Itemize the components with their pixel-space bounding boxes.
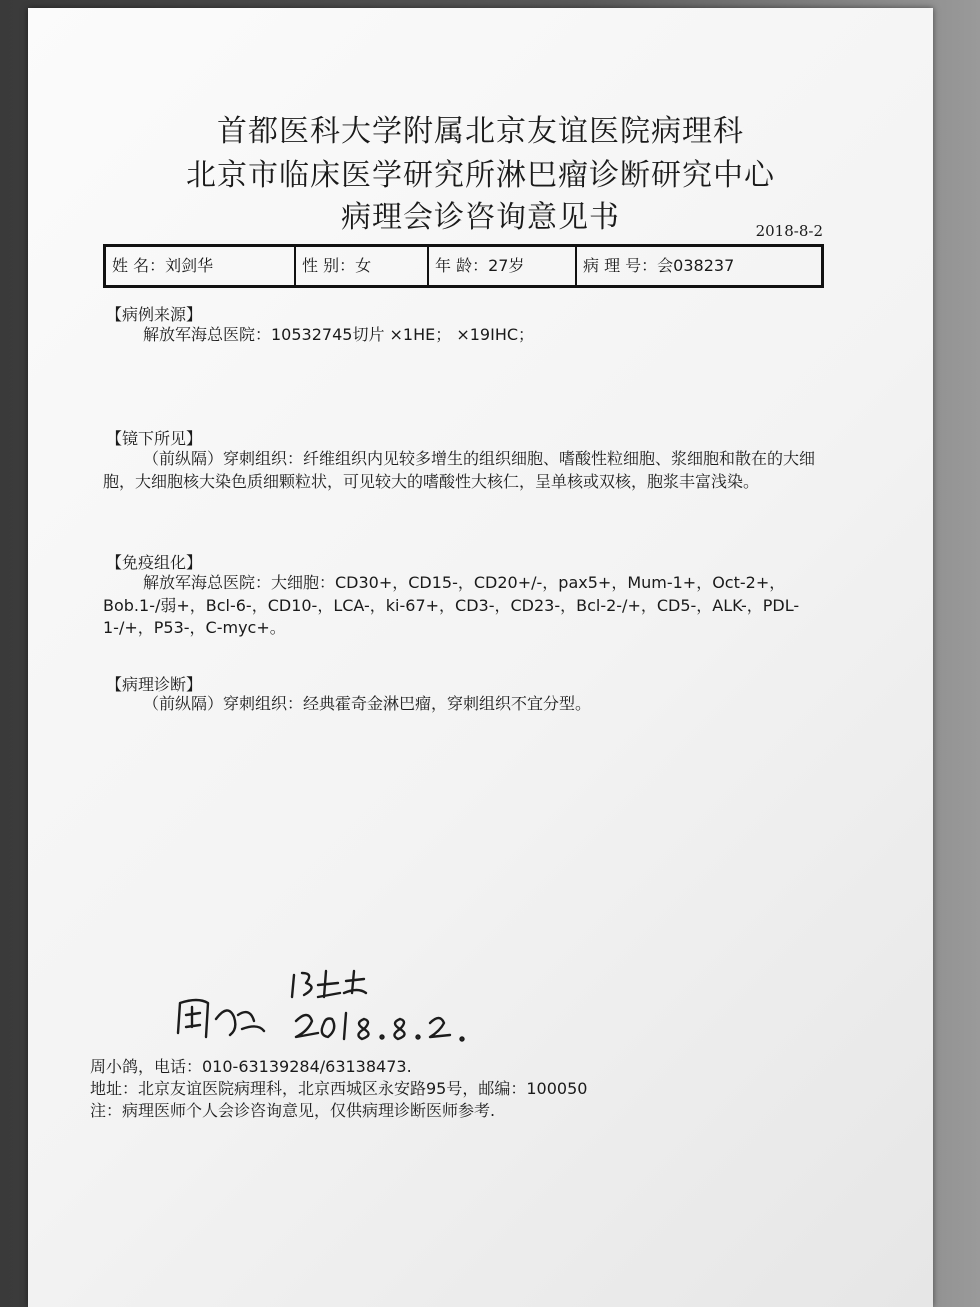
title-line-2: 北京市临床医学研究所淋巴瘤诊断研究中心 (186, 158, 775, 193)
pathology-number: 病 理 号：会038237 (583, 256, 735, 275)
title-line-1: 首都医科大学附属北京友谊医院病理科 (217, 114, 744, 149)
section-body-diagnosis: （前纵隔）穿刺组织：经典霍奇金淋巴瘤，穿刺组织不宜分型。 (143, 694, 592, 713)
section-body-source: 解放军海总医院：10532745切片 ×1HE； ×19IHC； (143, 325, 535, 344)
title-line-3: 病理会诊咨询意见书 (341, 200, 620, 235)
footer-address: 地址：北京友谊医院病理科，北京西城区永安路95号，邮编：100050 (90, 1079, 588, 1098)
section-body-microscopy: （前纵隔）穿刺组织：纤维组织内见较多增生的组织细胞、嗜酸性粒细胞、浆细胞和散在的大细胞，大细胞核大染色质细颗粒状，可见较大的嗜酸性大核仁，呈单核或双核，胞浆丰富浅染。 (103, 449, 816, 491)
document-page (28, 8, 933, 1307)
handwritten-signature (168, 963, 488, 1053)
section-body-ihc: 解放军海总医院：大细胞：CD30+，CD15-，CD20+/-，pax5+，Mum-1+，Oct-2+，Bob.1-/弱+，Bcl-6-，CD10-，LCA-，ki-67+，CD3-，CD23-，Bcl-2-/+，CD5-，ALK-，PDL-1-/+，P53-，C-myc+。 (103, 573, 800, 637)
footer-note: 注：病理医师个人会诊咨询意见，仅供病理诊断医师参考. (90, 1101, 496, 1120)
patient-age: 年 龄：27岁 (429, 247, 577, 285)
patient-sex: 性 别：女 (296, 247, 429, 285)
patient-name: 姓 名：刘剑华 (106, 247, 296, 285)
patient-info-table (103, 244, 824, 288)
report-date: 2018-8-2 (755, 222, 823, 240)
footer-contact: 周小鸽，电话：010-63139284/63138473. (90, 1057, 412, 1076)
section-head-microscopy: 【镜下所见】 (106, 429, 203, 448)
section-head-source: 【病例来源】 (106, 305, 203, 324)
section-head-ihc: 【免疫组化】 (106, 553, 203, 572)
section-head-diagnosis: 【病理诊断】 (106, 675, 203, 694)
